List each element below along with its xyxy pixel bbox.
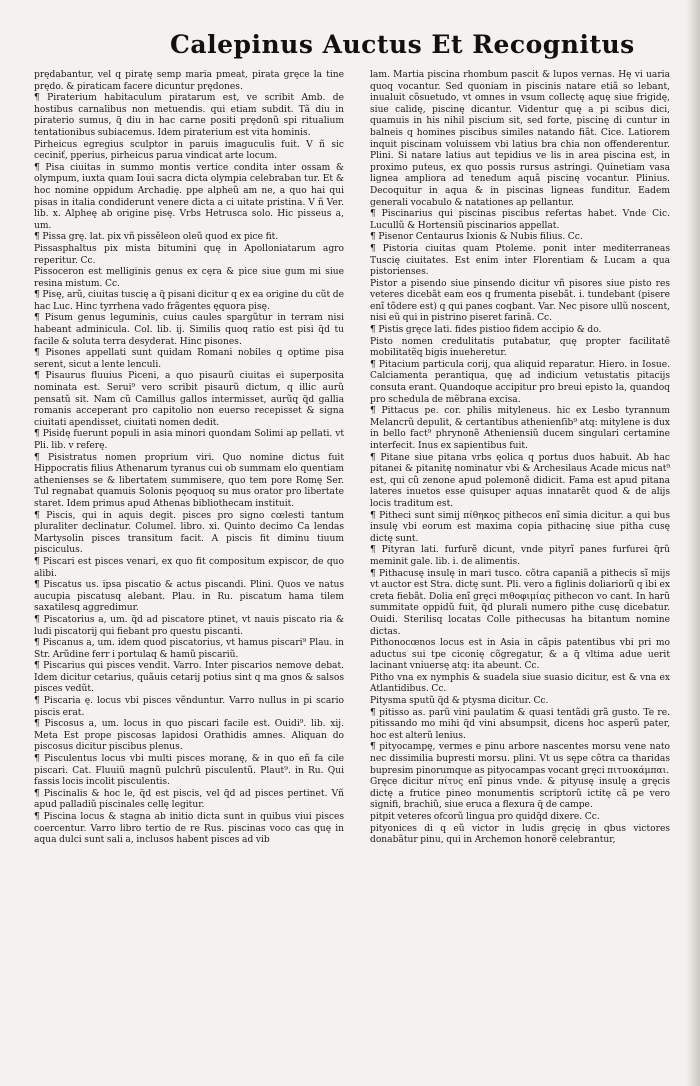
dictionary-entry: ¶ Pistoria ciuitas quam Ptoleme. ponit inter mediterraneas Tuscię ciuitates. Est enim inter Florentiam & Lucam a qua pistorienses. — [370, 243, 670, 278]
dictionary-entry: Pisto nomen credulitatis putabatur, quę propter facilitatẽ mobilitatẽq bigis inueheretur. — [370, 336, 670, 359]
left-column — [34, 70, 344, 1070]
dictionary-entry: ¶ Pitane siue pitana vrbs ęolica q portus duos habuit. Ab hac pitanei & pitanitę nominatur vbi & Archesilaus Acade micus nat⁹ est, qui cũ zenone apud polemonẽ didicit. Fama est apud pitana lateres inuetos esse quisuper aquas innatarẽt quod & de alijs locis traditum est. — [370, 452, 670, 509]
dictionary-entry: Pissoceron est melliginis genus ex cęra & pice siue gum mi siue resina mistum. Cc. — [34, 267, 344, 289]
dictionary-entry: ¶ Piscina locus & stagna ab initio dicta sunt in quibus viui pisces coercentur. Varro libro tertio de re Rus. piscinas voco cas quę in aqua dulci sunt sali a, inclusos habent pisces ad vib — [34, 812, 344, 846]
dictionary-entry: ¶ Pitacium particula corij, qua aliquid reparatur. Hiero. in Iosue. Calciamenta perantiqua, quę ad indicium vetustatis pitacijs consuta erant. Quandoque accipitur pro breui episto la, quandoq pro schedula de mẽbrana excisa. — [370, 359, 670, 405]
running-header: Calepinus Auctus Et Recognitus — [170, 30, 635, 59]
dictionary-entry: ¶ pityocampę, vermes e pinu arbore nascentes morsu vene nato nec dissimilia bupresti morsu. plini. Vt us sępe cõtra ca tharidas bupresim pinorumque as pityocampas vocant gręci πιτυοκάμπαι. — [370, 742, 670, 776]
dictionary-entry: ¶ Piscarius qui pisces vendit. Varro. Inter piscarios nemove debat. Idem dicitur cetarius, quãuis cetarij potius sint q ma gnos & salsos pisces vedũt. — [34, 661, 344, 695]
dictionary-entry: ¶ Piscis, qui in aquis degit. pisces pro signo cœlesti tantum pluraliter declinatur. Columel. libro. xi. Quinto decimo Ca lendas Martysolin pisces transitum facit. A piscis fit diminu tiuum pisciculus. — [34, 510, 344, 556]
dictionary-entry: ¶ Piscari est pisces venari, ex quo fit compositum expiscor, de quo alibi. — [34, 556, 344, 579]
dictionary-entry: ¶ Piscosus a, um. locus in quo piscari facile est. Ouidi⁹. lib. xij. Meta Est prope piscosas lapidosi Orathidis amnes. Aliquan do piscosus dicitur piscibus plenus. — [34, 719, 344, 753]
dictionary-entry: ¶ Pisę, arũ, ciuitas tuscię a q̃ pisani dicitur q ex ea origine du cũt de hac Luc. Hinc tyrrhena vado frãgentes ęquora pisę. — [34, 290, 344, 312]
dictionary-entry: pityonices di q eũ victor in ludis gręcię in qbus victores donabãtur pinu, qui in Archemon honorẽ celebrantur, — [370, 823, 670, 846]
dictionary-entry: ¶ Pistis gręce lati. fides pistioo fidem accipio & do. — [370, 325, 602, 336]
right-column — [370, 70, 670, 1070]
dictionary-entry: ¶ Pittacus pe. cor. philis mityleneus. hic ex Lesbo tyrannum Melancrũ depulit, & certantibus athenienſib⁹ atq: mitylene is dux in bello fact⁹ phrynonẽ Atheniensiũ ducem singulari certamine interfecit. Inus ex sapientibus fuit. — [370, 406, 670, 451]
dictionary-entry: ¶ Pisculentus locus vbi multi pisces moranę, & in quo eñ fa cile piscari. Cat. Fluuiũ magnũ pulchrũ pisculentũ. Plaut⁹. in Ru. Qui fassis locis incolit pisculentis. — [34, 754, 344, 788]
dictionary-entry: ¶ Pisum genus leguminis, cuius caules spargũtur in terram nisi habeant adminicula. Col. lib. ij. Similis quoq ratio est pisi q̃d tu facile & soluta terra desyderat. Hinc pisones. — [34, 313, 344, 347]
dictionary-entry: ¶ Pitheci sunt simij πίθηκος pithecos enĩ simia dicitur. a qui bus insulę vbi eorum est maxima copia pithacinę siue pitha cusę dictę sunt. — [370, 510, 670, 544]
dictionary-entry: Pitho vna ex nymphis & suadela siue suasio dicitur, est & vna ex Atlantidibus. Cc. — [370, 672, 670, 695]
dictionary-entry: ¶ pitisso as. parũ vini paulatim & quasi tentãdi grã gusto. Te re. pitissando mo mihi q̃d vini absumpsit, dicens hoc asperũ pater, hoc est alterũ lenius. — [370, 707, 670, 741]
dictionary-entry: ¶ Piscanus a, um. idem quod piscatorius, vt hamus piscari⁹ Plau. in Str. Arũdine ferr i portulaq & hamũ piscariũ. — [34, 638, 344, 660]
dictionary-entry: ¶ Piscinarius qui piscinas piscibus refertas habet. Vnde Cic. Lucullũ & Hortensiũ piscinarios appellat. — [370, 209, 670, 231]
dictionary-entry: Pithonocœnos locus est in Asia in cãpis patentibus vbi pri mo aductus sui tpe ciconię cõgregatur, & a q̃ vltima adue uerit lacinant vniuersę atq: ita abeunt. Cc. — [370, 638, 670, 672]
dictionary-entry: prędabantur, vel q piratę semp maria pmeat, pirata gręce la tine prędo. & piraticam facere dicuntur prędones. — [34, 70, 344, 92]
dictionary-entry: ¶ Pisidę fuerunt populi in asia minori quondam Solimi ap pellati. vt Pli. lib. v referę. — [34, 429, 344, 451]
dictionary-entry: ¶ Pisaurus fluuius Piceni, a quo pisaurũ ciuitas ei superposita nominata est. Serui⁹ vero scribit pisaurũ dictum, q illic aurũ pensatũ sit. Nam cũ Camillus gallos intermisset, aurũq q̃d gallia romanis acceperant pro capitolio non euerso recepisset & signa ciuitati apendisset, ciuitati nomen dedit. — [34, 371, 344, 428]
dictionary-entry: ¶ Pityran lati. furfurẽ dicunt, vnde pityrĩ panes furfurei q̃rũ meminit gale. lib. i. de alimentis. — [370, 545, 670, 567]
dictionary-entry: ¶ Piscaria ę. locus vbi pisces vẽnduntur. Varro nullus in pi scario piscis erat. — [34, 696, 344, 718]
dictionary-entry: Pitysma sputũ q̃d & ptysma dicitur. Cc. — [370, 696, 549, 707]
dictionary-entry: Pistor a pisendo siue pinsendo dicitur vñ pisores siue pisto res veteres dicebãt eam eos q frumenta pisebãt. i. tundebant (pisere enĩ tõdere est) q qui panes coqbant. Var. Nec pisore ullũ noscent, nisi eũ qui in pistrino piseret farinã. Cc. — [370, 278, 670, 324]
dictionary-entry: ¶ Pisa ciuitas in summo montis vertice condita inter ossam & olympum, iuxta quam Ioui sacra dicta olympia celebraban tur. Et & hoc nomine oppidum Archadię. ppe alpheũ am ne, a quo hai qui pisas in italia condiderunt venere dicta a ci uitate pristina. V ñ Ver. lib. x. Alpheę ab origine pisę. Vrbs Hetrusca solo. Hic pisseus a, um. — [34, 162, 344, 231]
dictionary-entry: ¶ Pisenor Centaurus Ixionis & Nubis filius. Cc. — [370, 232, 583, 243]
dictionary-entry: pitpit veteres ofcorũ lingua pro quidq̃d dixere. Cc. — [370, 812, 600, 822]
dictionary-entry: ¶ Piscatus us. ipsa piscatio & actus piscandi. Plini. Quos ve natus aucupia piscatusq alebant. Plau. in Ru. piscatum hama tilem saxatilesq aggredimur. — [34, 580, 344, 614]
dictionary-entry: ¶ Pisones appellati sunt quidam Romani nobiles q optime pisa serent, sicut a lente lenculi. — [34, 348, 344, 370]
dictionary-entry: ¶ Piscinalis & hoc le, q̃d est piscis, vel q̃d ad pisces pertinet. Vñ apud palladiũ piscinales cellę legitur. — [34, 788, 344, 811]
dictionary-entry: ¶ Pissa grę. lat. pix vñ pissěleon oleũ quod ex pice fit. — [34, 232, 279, 243]
dictionary-entry: Pissasphaltus pix mista bitumini quę in Apolloniatarum agro reperitur. Cc. — [34, 243, 344, 266]
dictionary-entry: ¶ Piscatorius a, um. q̃d ad piscatore ptinet, vt nauis piscato ria & ludi piscatorij qui fiebant pro questu piscanti. — [34, 614, 344, 637]
dictionary-entry: Pirheicus egregius sculptor in paruis imaguculis fuit. V ñ sic ceciniť, pperius, pirheicus parua vindicat arte locum. — [34, 139, 344, 162]
text-columns — [34, 70, 670, 1070]
dictionary-entry: ¶ Piraterium habitaculum piratarum est, ve scribit Amb. de hostibus carnalibus non metuendis. qui etiam subdit. Tã diu in piraterio sumus, q̃ diu in hac carne positi prędonũ spi ritualium tentationibus subiacemus. Idem piraterium est vita hominis. — [34, 93, 344, 138]
dictionary-entry: Gręce dicitur πίτυς enĩ pinus vnde. & pityusę insulę a gręcis dictę a frutice pineo monumentis scriptorũ ictitę cã pe vero signifi, brachiũ, siue eruca a flexura q̃ de campe. — [370, 777, 670, 811]
dictionary-entry: ¶ Pithacusę insulę in mari tusco. cõtra capaniã a pithecis sĩ mijs vt auctor est Stra. dictę sunt. Pli. vero a figlinis doliariorũ q ibi ex creta fiebãt. Dolia enĩ gręci πιθοφιμίας pithecon vo cant. In harũ summitate oppidũ fuit, q̃d plurali numero pithe cusę dicebatur. Ouidi. Sterilisq locatas Colle pithecusas ha bitantum nomine dictas. — [370, 568, 670, 637]
page-edge-shadow — [686, 0, 700, 1086]
dictionary-entry: ¶ Pisistratus nomen proprium viri. Quo nomine dictus fuit Hippocratis filius Athenarum tyranus cui ob summam elo quentiam athenienses se & libertatem summisere, quo tem pore Romę Ser. Tul regnabat quamuis Solonis pęoquoq su mus orator pro libertate staret. Idem primus apud Athenas bibliothecam instituit. — [34, 452, 344, 509]
dictionary-entry: lam. Martia piscina rhombum pascit & lupos vernas. Hę vi uaria quoq vocantur. Sed quoniam in piscinis natare etiã so lebant, inualuit cõsuetudo, vt omnes in vsum collectę aquę siue frigidę, siue calidę, piscinę dicantur. Videntur quę a pi scibus dici, quamuis in his nihil piscium sit, sed forte, piscinę di cuntur in balneis q homines piscibus similes natando fiãt. Cice. Latiorem inquit piscinam voluissem vbi latius bra chia non offenderentur. Plini. Si natare latius aut tepidius ve lis in area piscina est, in proximo puteus, ex quo possis rursus astringi. Quinetiam vasa lignea ampliora ad tenedum aquã piscinę vocantur. Plinius. Decoquitur in aqua & in piscinas ligneas funditur. Eadem generali vocabulo & natationes ap pellantur. — [370, 70, 670, 208]
